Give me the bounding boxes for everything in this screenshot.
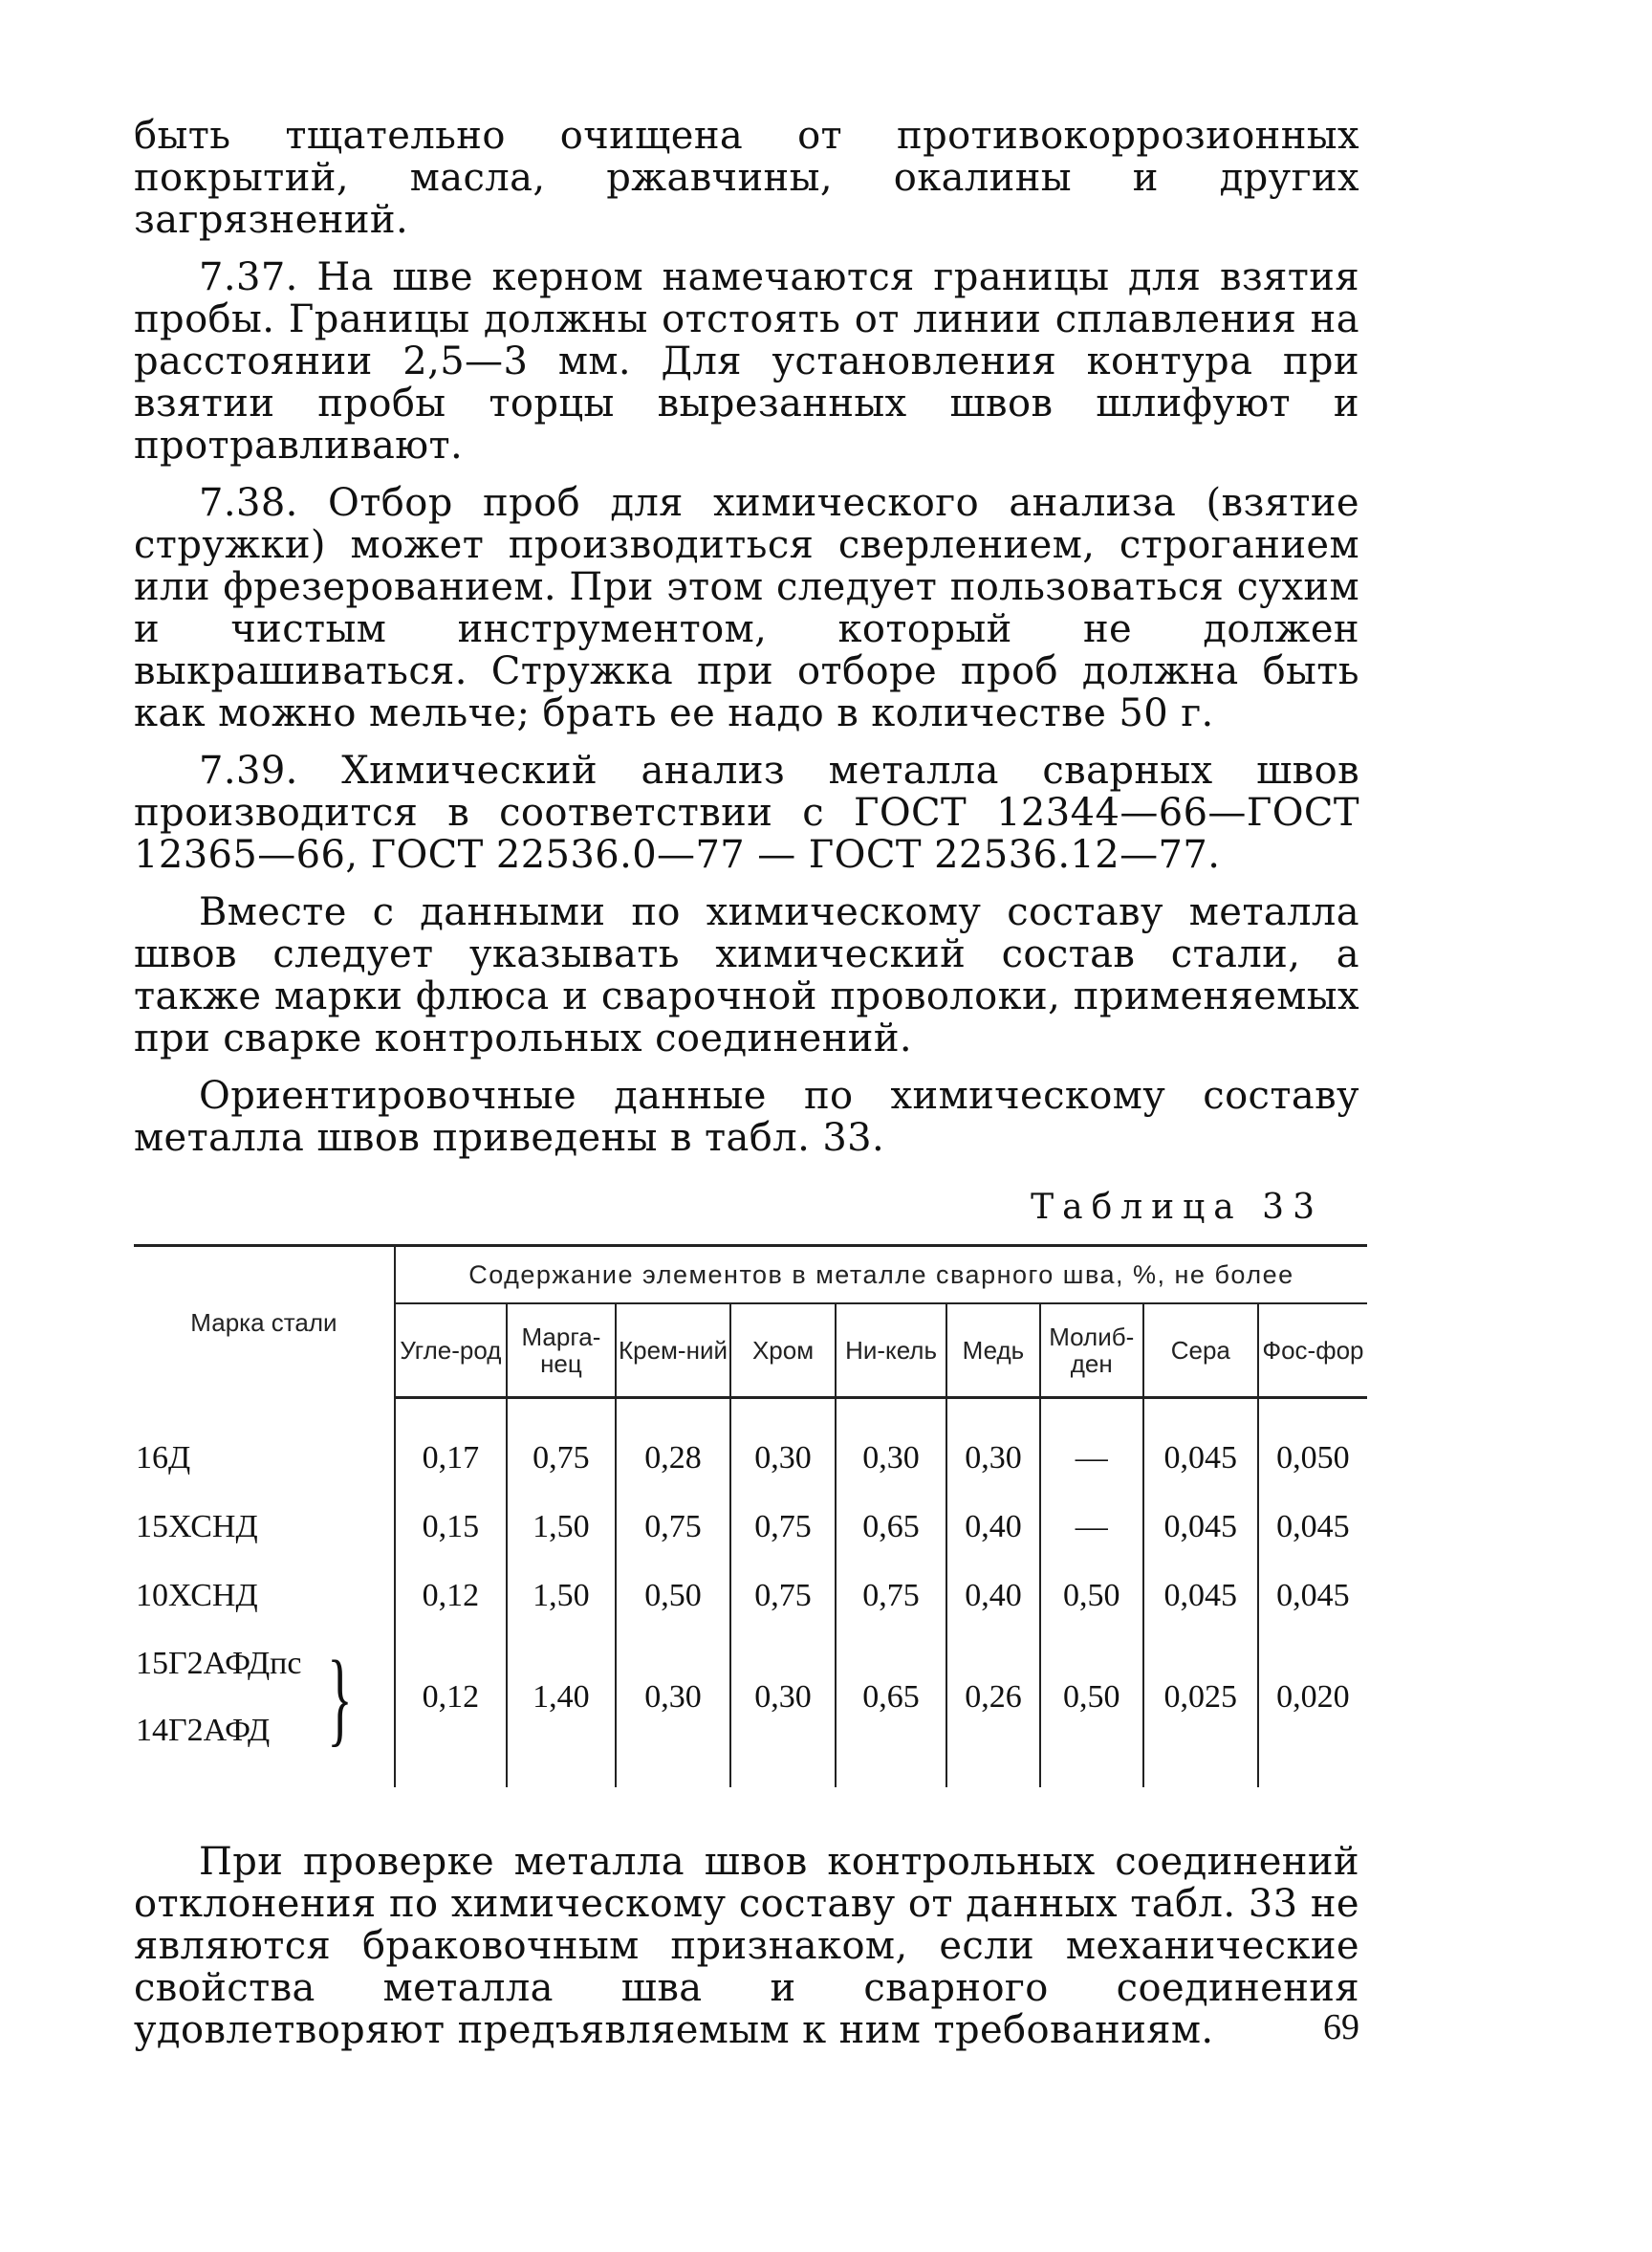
value-cell: 0,30: [730, 1424, 836, 1493]
value-cell: 0,50: [616, 1562, 730, 1630]
right-brace-icon: }: [327, 1639, 354, 1756]
value-cell: —: [1040, 1493, 1143, 1562]
value-cell: 0,045: [1258, 1493, 1367, 1562]
value-cell: 0,30: [836, 1424, 946, 1493]
grade-column-header: Марка стали: [134, 1246, 395, 1398]
value-cell: 0,30: [946, 1424, 1040, 1493]
value-cell: 0,045: [1143, 1493, 1258, 1562]
value-cell: 0,50: [1040, 1630, 1143, 1764]
group-column-header: Содержание элементов в металле сварного шва, %, не более: [395, 1246, 1367, 1304]
value-cell: 0,050: [1258, 1424, 1367, 1493]
value-cell: 0,75: [616, 1493, 730, 1562]
value-cell: 0,65: [836, 1630, 946, 1764]
chemical-composition-table: [134, 1244, 1367, 1787]
value-cell: 0,12: [395, 1630, 507, 1764]
value-cell: 1,50: [507, 1493, 616, 1562]
paragraph: Ориентировочные данные по химическому составу металла швов приведены в табл. 33.: [134, 1074, 1359, 1160]
value-cell: 0,045: [1143, 1424, 1258, 1493]
value-cell: 0,30: [616, 1630, 730, 1764]
column-header: Крем-ний: [616, 1303, 730, 1398]
page-content: [134, 114, 1364, 2066]
column-header: Угле-род: [395, 1303, 507, 1398]
paragraph: Вместе с данными по химическому составу металла швов следует указывать химический состав стали, а также марки флюса и сварочной проволоки, применяемых при сварке контрольных соединений.: [134, 890, 1359, 1060]
page-number: 69: [1323, 2007, 1359, 2047]
value-cell: 1,40: [507, 1630, 616, 1764]
column-header: Марга-нец: [507, 1303, 616, 1398]
value-cell: 0,40: [946, 1493, 1040, 1562]
value-cell: 0,045: [1143, 1562, 1258, 1630]
grade-cell: 16Д: [136, 1440, 191, 1476]
value-cell: 0,75: [730, 1562, 836, 1630]
value-cell: 1,50: [507, 1562, 616, 1630]
column-header: Сера: [1143, 1303, 1258, 1398]
column-header: Медь: [946, 1303, 1040, 1398]
table-row: [134, 1562, 1367, 1630]
table-caption: Таблица 33: [1031, 1188, 1323, 1227]
grade-name: 15Г2АФДпс: [136, 1646, 302, 1681]
value-cell: 0,020: [1258, 1630, 1367, 1764]
value-cell: 0,65: [836, 1493, 946, 1562]
table-row: [134, 1493, 1367, 1562]
value-cell: 0,75: [730, 1493, 836, 1562]
paragraph: 7.39. Химический анализ металла сварных швов производится в соответствии с ГОСТ 12344—66—ГОСТ 12365—66, ГОСТ 22536.0—77 — ГОСТ 22536.12—77.: [134, 749, 1359, 877]
grouped-grade-cell: [134, 1630, 395, 1764]
value-cell: 0,15: [395, 1493, 507, 1562]
column-header: Ни-кель: [836, 1303, 946, 1398]
value-cell: 0,26: [946, 1630, 1040, 1764]
value-cell: 0,50: [1040, 1562, 1143, 1630]
value-cell: 0,30: [730, 1630, 836, 1764]
value-cell: 0,12: [395, 1562, 507, 1630]
value-cell: 0,17: [395, 1424, 507, 1493]
value-cell: 0,025: [1143, 1630, 1258, 1764]
value-cell: —: [1040, 1424, 1143, 1493]
paragraph: 7.37. На шве керном намечаются границы для взятия пробы. Границы должны отстоять от линии сплавления на расстоянии 2,5—3 мм. Для установления контура при взятии пробы торцы вырезанных швов шлифуют и протравливают.: [134, 255, 1359, 468]
grade-cell: 15ХСНД: [136, 1509, 258, 1544]
column-header: Фос-фор: [1258, 1303, 1367, 1398]
value-cell: 0,75: [836, 1562, 946, 1630]
paragraph: При проверке металла швов контрольных соединений отклонения по химическому составу от данных табл. 33 не являются браковочным признаком, если механические свойства металла шва и сварного соединения удовлетворяют предъявляемым к ним требованиям.: [134, 1840, 1359, 2052]
column-header: Хром: [730, 1303, 836, 1398]
value-cell: 0,40: [946, 1562, 1040, 1630]
paragraph: быть тщательно очищена от противокоррозионных покрытий, масла, ржавчины, окалины и других загрязнений.: [134, 114, 1359, 242]
paragraph: 7.38. Отбор проб для химического анализа (взятие стружки) может производиться сверлением, строганием или фрезерованием. При этом следует пользоваться сухим и чистым инструментом, который не должен выкрашиваться. Стружка при отборе проб должна быть как можно мельче; брать ее надо в количестве 50 г.: [134, 481, 1359, 735]
table-row: [134, 1424, 1367, 1493]
value-cell: 0,045: [1258, 1562, 1367, 1630]
grade-cell: 10ХСНД: [136, 1578, 258, 1613]
value-cell: 0,75: [507, 1424, 616, 1493]
table-row-grouped: [134, 1630, 1367, 1764]
column-header: Молиб-ден: [1040, 1303, 1143, 1398]
value-cell: 0,28: [616, 1424, 730, 1493]
grade-name: 14Г2АФД: [136, 1713, 271, 1748]
